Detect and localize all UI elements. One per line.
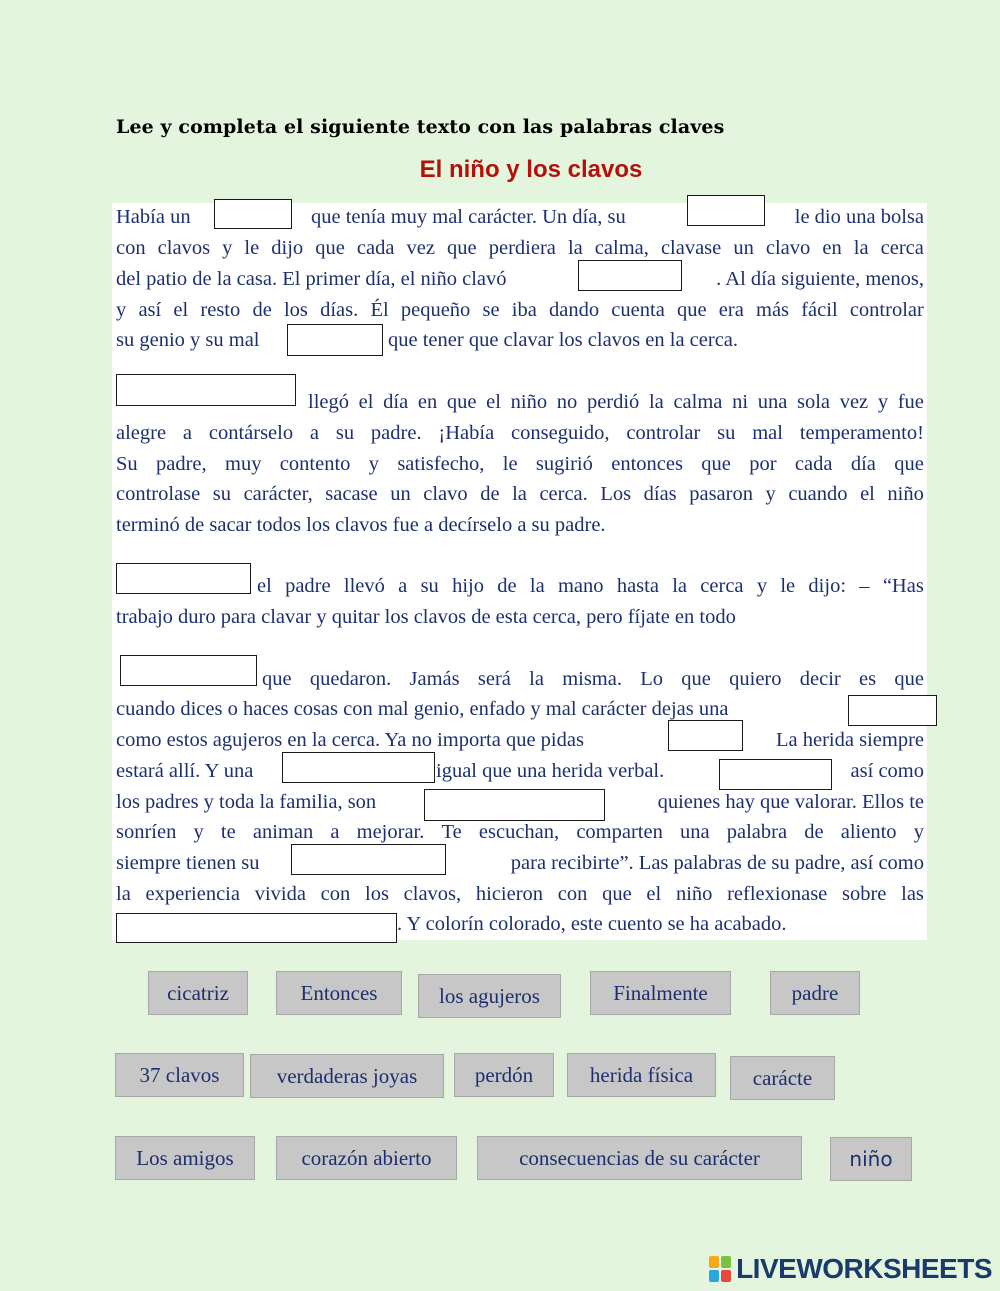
word: clavo [765,237,811,259]
text-line [116,419,924,447]
word: de [804,821,824,843]
word: era [718,299,744,321]
text-segment: siempre tienen su [116,852,260,874]
text-segment: estará allí. Y una [116,760,254,782]
word: que [894,453,924,475]
word: en [822,237,842,259]
word: su [335,422,355,444]
word: sugirió [535,453,593,475]
answer-blank-12[interactable] [424,789,605,821]
answer-blank-5[interactable] [116,374,296,406]
word: clavo [423,483,468,505]
word: cerca. [539,483,588,505]
answer-blank-7[interactable] [120,655,257,686]
text-segment: igual que una herida verbal. [436,760,665,782]
word: fue [897,391,924,413]
word: hijo [452,575,484,597]
word-chip-cicatriz[interactable]: cicatriz [148,971,248,1015]
word: de [252,299,272,321]
word-chip-herida-fisica[interactable]: herida física [567,1053,716,1097]
word: controlar [849,299,924,321]
word: palabra [726,821,788,843]
word: niño [675,883,713,905]
text-line: cuando dices o haces cosas con mal genio, enfado y mal carácter dejas una [116,698,729,720]
word: que [676,299,707,321]
word: la [529,668,544,690]
word: cuando [788,483,848,505]
word: “Has [882,575,924,597]
word: no [556,391,578,413]
word: animan [252,821,314,843]
word: mano [557,575,604,597]
word: se [482,299,500,321]
word: controlase [116,483,201,505]
text-line [308,388,924,416]
text-segment: que tener que clavar los clavos en la cerca. [388,329,739,351]
word: Lo [640,668,664,690]
text-segment: su genio y su mal [116,329,260,351]
word: alegre [116,422,167,444]
word-chip-caracte[interactable]: carácte [730,1056,835,1100]
word: más [756,299,790,321]
text-line: terminó de sacar todos los clavos fue a decírselo a su padre. [116,514,606,536]
text-line [116,818,924,846]
text-line [116,450,924,478]
word: sobre [842,883,887,905]
brand-name: LIVEWORKSHEETS [736,1253,992,1284]
word: escuchan, [478,821,560,843]
word: que [446,391,477,413]
word: el [646,883,662,905]
word: será [477,668,511,690]
word: por [749,453,777,475]
word: el [257,575,272,597]
text-line [116,265,924,293]
word: sacase [325,483,378,505]
answer-blank-10[interactable] [282,752,435,783]
word: que [701,453,731,475]
word: dijo: [808,575,847,597]
text-segment: como estos agujeros en la cerca. Ya no importa que pidas [116,729,584,751]
word: quiero [729,668,782,690]
word-chip-entonces[interactable]: Entonces [276,971,402,1015]
word: un [733,237,754,259]
word: con [320,883,351,905]
text-line [116,880,924,908]
word: una [757,391,788,413]
word: de [480,483,500,505]
word: reflexionase [727,883,828,905]
word: contento [279,453,351,475]
word: el [486,391,501,413]
word: sola [796,391,831,413]
word: los [365,883,389,905]
text-line [116,234,924,262]
answer-blank-4[interactable] [287,324,383,356]
word: llegó [308,391,349,413]
text-line: . Y colorín colorado, este cuento se ha acabado. [397,913,787,935]
word: hicieron [475,883,544,905]
word: la [648,391,664,413]
word-chip-corazon-abierto[interactable]: corazón abierto [276,1136,457,1180]
word: que [681,668,711,690]
story-title: El niño y los clavos [419,156,643,183]
word: iba [511,299,537,321]
word: y [877,391,889,413]
word: fácil [801,299,838,321]
word: día [383,391,409,413]
word: a [330,821,340,843]
word: calma, [594,237,649,259]
text-segment: Había un [116,206,191,228]
word-chip-consecuencias[interactable]: consecuencias de su carácter [477,1136,802,1180]
word: un [390,483,411,505]
word: mejorar. [356,821,425,843]
text-segment: que tenía muy mal carácter. Un día, su [311,206,626,228]
word: las [901,883,924,905]
text-line [116,480,924,508]
word: la [529,575,545,597]
word: Te [441,821,462,843]
answer-blank-11[interactable] [719,759,832,790]
word: la [567,237,583,259]
word-chip-verdaderas-joyas[interactable]: verdaderas joyas [250,1054,444,1098]
word: comparten [576,821,663,843]
word: que [602,883,632,905]
word: y [193,821,204,843]
word: y [222,237,233,259]
text-segment: . Al día siguiente, menos, [716,268,924,290]
word: cada [356,237,395,259]
word: padre, [156,453,207,475]
answer-blank-13[interactable] [291,844,446,875]
word: que [315,237,345,259]
word: le [502,453,518,475]
word: carácter, [243,483,313,505]
word: calma [673,391,723,413]
word: entonces [611,453,683,475]
text-segment: del patio de la casa. El primer día, el niño clavó [116,268,507,290]
word: experiencia [145,883,240,905]
word: y [765,483,776,505]
text-segment: los padres y toda la familia, son [116,791,377,813]
answer-blank-1[interactable] [214,199,292,229]
word: niño [510,391,548,413]
word: padre [285,575,331,597]
word: pequeño [400,299,471,321]
text-line [257,572,924,600]
text-line [116,726,924,754]
word: cerca [880,237,924,259]
word: muy [225,453,262,475]
word: pasaron [689,483,753,505]
word: dando [549,299,600,321]
word: niño [887,483,924,505]
word: el [358,391,374,413]
word-chip-37-clavos[interactable]: 37 clavos [115,1053,244,1097]
word: día [850,453,876,475]
word: Los [600,483,632,505]
word: que [894,668,924,690]
answer-blank-3[interactable] [578,260,682,291]
word-chip-padre[interactable]: padre [770,971,860,1015]
word: su [420,575,439,597]
word: ¡Había [438,422,495,444]
word: conseguido, [511,422,610,444]
word: temperamento! [799,422,924,444]
word: que [447,237,477,259]
word: con [116,237,146,259]
text-segment: para recibirte”. Las palabras de su padre, así como [510,852,924,874]
text-segment: La herida siempre [776,729,924,751]
word: días. [320,299,359,321]
word: sonríen [116,821,177,843]
word: te [220,821,236,843]
text-segment: quienes hay que valorar. Ellos te [657,791,924,813]
text-segment: le dio una bolsa [794,206,924,228]
word: resto [200,299,241,321]
word: vivida [254,883,306,905]
word: y [913,821,924,843]
word: satisfecho, [397,453,485,475]
word: le [244,237,260,259]
word: decir [799,668,841,690]
word: hasta [616,575,659,597]
word: el [860,483,875,505]
word: Jamás [409,668,460,690]
word: así [138,299,162,321]
word-chip-finalmente[interactable]: Finalmente [590,971,731,1015]
answer-blank-14[interactable] [116,913,397,943]
word: aliento [840,821,897,843]
word: y [116,299,127,321]
text-line [116,296,924,324]
word: clavos [157,237,211,259]
word: perdiera [488,237,556,259]
text-segment: así como [850,760,924,782]
word: llevó [343,575,385,597]
word: en [417,391,438,413]
word: es [858,668,877,690]
word: su [717,422,736,444]
word: a [309,422,320,444]
word: que [262,668,292,690]
text-line [262,665,924,693]
word: su [212,483,232,505]
word: contárselo [208,422,294,444]
text-line [116,326,924,354]
word: vez [406,237,435,259]
word-chip-perdon[interactable]: perdón [454,1053,554,1097]
word: clavos, [403,883,462,905]
word: la [116,883,131,905]
word: de [497,575,517,597]
word: a [182,422,193,444]
answer-blank-8[interactable] [848,695,937,726]
word: la [512,483,527,505]
answer-blank-2[interactable] [687,195,765,226]
word: le [780,575,796,597]
word: vez [839,391,869,413]
word-chip-nino[interactable]: niño [830,1137,912,1181]
word: los [283,299,308,321]
text-line [116,849,924,877]
word: una [679,821,710,843]
word: el [173,299,189,321]
instructions: Lee y completa el siguiente texto con las palabras claves [116,116,725,138]
word: padre. [370,422,422,444]
word: Su [116,453,138,475]
word: la [853,237,869,259]
word: cada [794,453,833,475]
word: perdió [586,391,640,413]
word-chip-los-agujeros[interactable]: los agujeros [418,974,561,1018]
word: a [398,575,408,597]
liveworksheets-brand [709,1253,992,1285]
word: cerca [700,575,744,597]
text-line: trabajo duro para clavar y quitar los clavos de esta cerca, pero fíjate en todo [116,606,736,628]
word: la [672,575,688,597]
answer-blank-9[interactable] [668,720,743,751]
answer-blank-6[interactable] [116,563,251,594]
liveworksheets-logo-icon [709,1256,733,1282]
word: – [859,575,870,597]
word: días [643,483,677,505]
word: y [368,453,379,475]
word: con [557,883,588,905]
word: ni [732,391,749,413]
word: misma. [562,668,622,690]
word: clavase [660,237,722,259]
word: quedaron. [309,668,392,690]
word-chip-los-amigos[interactable]: Los amigos [115,1136,255,1180]
word: Él [370,299,389,321]
word: cuenta [611,299,665,321]
word: controlar [626,422,701,444]
word: y [756,575,768,597]
word: mal [752,422,783,444]
word: dijo [271,237,304,259]
